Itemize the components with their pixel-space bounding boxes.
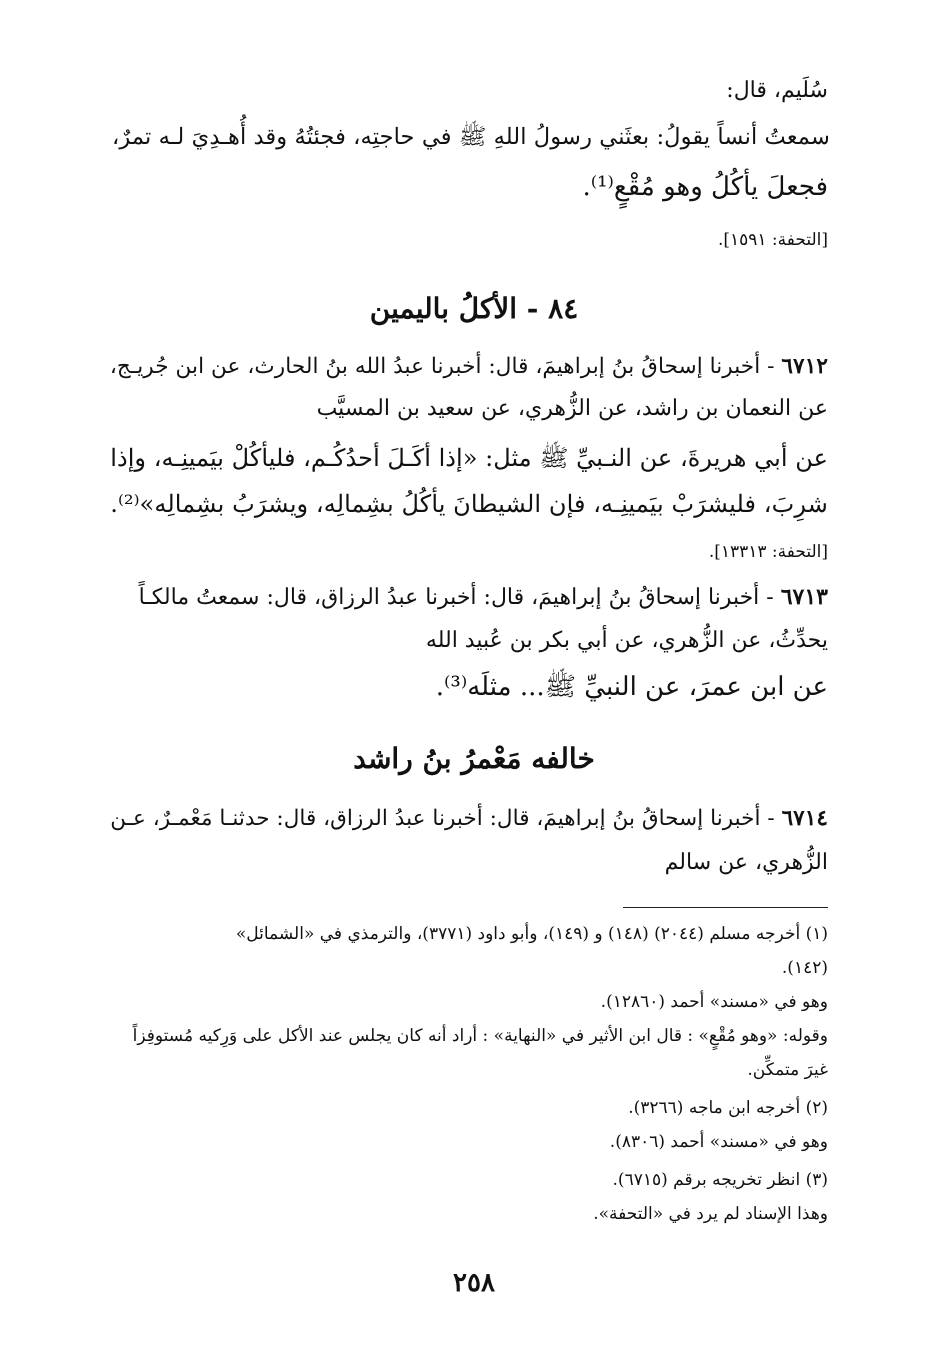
hadith-number: ٦٧١٤: [781, 806, 828, 831]
chapter-title: الأكلُ باليمين: [369, 292, 518, 325]
chapter-heading: ٨٤ - الأكلُ باليمين: [369, 292, 579, 325]
hadith-number: ٦٧١٢: [781, 354, 828, 379]
text-line: عن أبي هريرةَ، عن النـبيِّ ﷺ مثل: «إذا أكَـلَ أحدُكُـم، فليأكُلْ بيَمينِـه، وإذا: [110, 444, 828, 472]
page-number: ٢٥٨: [453, 1268, 495, 1298]
chapter-number: ٨٤: [548, 292, 579, 325]
footnote-line: وقوله: «وهو مُقْعٍ» : قال ابن الأثير في «النهاية» : أراد أنه كان يجلس عند الأكل على وَرِكيه مُستوفِزاً: [132, 1026, 828, 1046]
text-line: يحدِّثُ، عن الزُّهري، عن أبي بكر بن عُبيد الله: [425, 628, 828, 653]
text-line: عن النعمان بن راشد، عن الزُّهري، عن سعيد بن المسيَّب: [316, 396, 828, 421]
hadith-6713-isnad-line: ٦٧١٣ - أخبرنا إسحاقُ بنُ إبراهيمَ، قال: أخبرنا عبدُ الرزاق، قال: سمعتُ مالكـاً: [138, 584, 828, 610]
tuhfa-reference: [التحفة: ١٣٣١٣].: [708, 542, 828, 562]
text-line: أخبرنا إسحاقُ بنُ إبراهيمَ، قال: أخبرنا عبدُ الله بنُ الحارث، عن ابن جُريـج،: [109, 354, 761, 379]
text-line: الزُّهري، عن سالم: [664, 850, 828, 875]
text-line: فجعلَ يأكُلُ وهو مُقْعٍ⁽¹⁾.: [582, 172, 828, 202]
footnote-line: (٢) أخرجه ابن ماجه (٣٢٦٦).: [628, 1098, 828, 1118]
footnote-line: وهو في «مسند» أحمد (١٢٨٦٠).: [600, 992, 828, 1012]
footnote-line: (٣) انظر تخريجه برقم (٦٧١٥).: [612, 1170, 828, 1190]
footnote-divider: [623, 907, 828, 908]
hadith-6712-isnad-line: ٦٧١٢ - أخبرنا إسحاقُ بنُ إبراهيمَ، قال: أخبرنا عبدُ الله بنُ الحارث، عن ابن جُريـج،: [109, 354, 828, 379]
hadith-6714-isnad-line: ٦٧١٤ - أخبرنا إسحاقُ بنُ إبراهيمَ، قال: أخبرنا عبدُ الرزاق، قال: حدثنـا مَعْمـرٌ، عـن: [110, 806, 828, 831]
footnote-line: وهذا الإسناد لم يرد في «التحفة».: [593, 1204, 828, 1224]
subheading: خالفه مَعْمرُ بنُ راشد: [353, 742, 595, 775]
text-line: أخبرنا إسحاقُ بنُ إبراهيمَ، قال: أخبرنا عبدُ الرزاق، قال: حدثنـا مَعْمـرٌ، عـن: [110, 806, 761, 831]
footnote-line: غيرَ متمكِّن.: [747, 1060, 828, 1080]
text-line: شرِبَ، فليشرَبْ بيَمينِـه، فإن الشيطانَ يأكُلُ بشِمالِه، ويشرَبُ بشِمالِه»⁽²⁾.: [110, 490, 828, 518]
hadith-number: ٦٧١٣: [780, 584, 828, 610]
text-line: سمعتُ أنساً يقولُ: بعثَني رسولُ اللهِ ﷺ في حاجتِه، فجئتُهُ وقد أُهـدِيَ لـه تمرٌ،: [112, 124, 830, 150]
footnote-line: (١٤٢).: [781, 958, 828, 978]
footnote-line: (١) أخرجه مسلم (٢٠٤٤) (١٤٨) و (١٤٩)، وأبو داود (٣٧٧١)، والترمذي في «الشمائل»: [235, 924, 828, 944]
tuhfa-reference: [التحفة: ١٥٩١].: [717, 230, 828, 250]
text-line: أخبرنا إسحاقُ بنُ إبراهيمَ، قال: أخبرنا عبدُ الرزاق، قال: سمعتُ مالكـاً: [138, 585, 760, 610]
text-line: عن ابن عمرَ، عن النبيِّ ﷺ... مثلَه⁽³⁾.: [435, 672, 828, 702]
text-line: سُلَيم، قال:: [726, 78, 828, 103]
footnote-line: وهو في «مسند» أحمد (٨٣٠٦).: [609, 1132, 828, 1152]
